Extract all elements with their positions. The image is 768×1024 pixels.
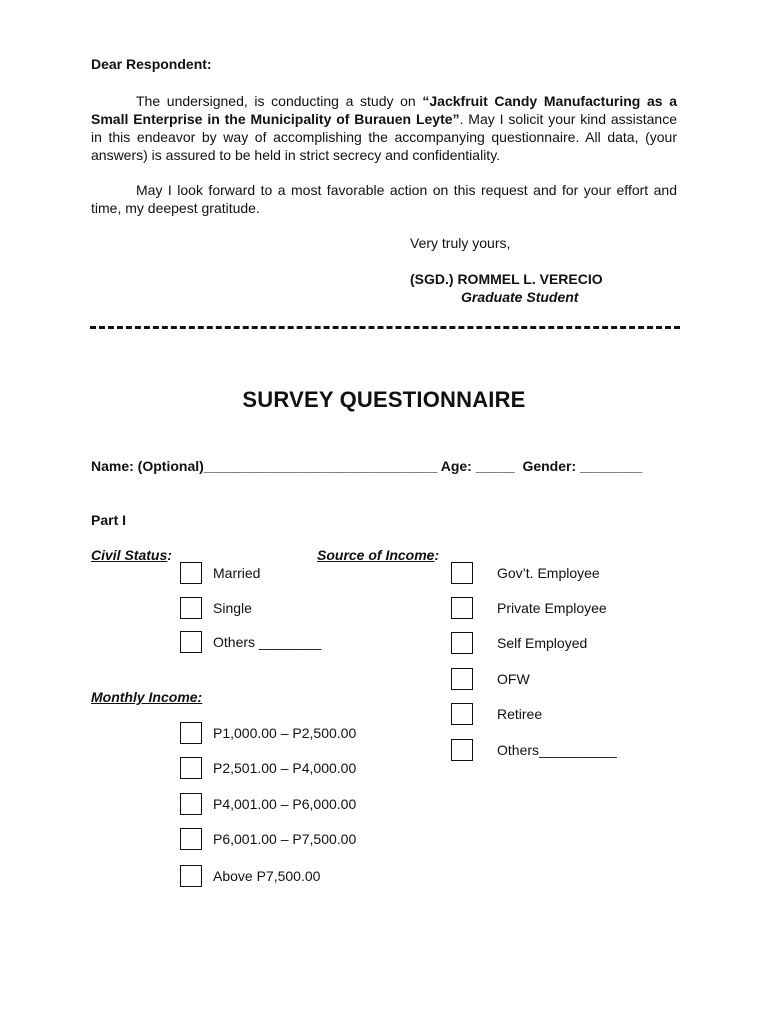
option-label: Private Employee — [497, 600, 607, 616]
checkbox[interactable] — [451, 739, 473, 761]
source-of-income-colon: : — [434, 547, 440, 563]
salutation: Dear Respondent: — [91, 56, 212, 72]
signer-title: Graduate Student — [461, 289, 579, 305]
checkbox[interactable] — [180, 597, 202, 619]
paragraph-1-intro: The undersigned, is conducting a study on — [136, 93, 423, 109]
paragraph-1-body: . May I solicit your kind assistance in this endeavor by way of accomplishing the accompanying questionnaire. All data, (your answers) is assured to be held in strict secrecy and confidentiality. — [91, 111, 677, 163]
checkbox[interactable] — [180, 865, 202, 887]
study-title: “Jackfruit Candy Manufacturing as a Small Enterprise in the Municipality of Burauen Leyte” — [91, 93, 677, 127]
checkbox[interactable] — [180, 793, 202, 815]
option-label: Above P7,500.00 — [213, 868, 321, 884]
respondent-info-line: Name: (Optional)______________________________ Age: _____ Gender: ________ — [91, 458, 643, 474]
checkbox[interactable] — [180, 631, 202, 653]
checkbox[interactable] — [451, 562, 473, 584]
dashed-divider — [90, 326, 680, 329]
signer-name: (SGD.) ROMMEL L. VERECIO — [410, 271, 603, 287]
checkbox[interactable] — [180, 828, 202, 850]
checkbox[interactable] — [180, 722, 202, 744]
letter-paragraph-2: May I look forward to a most favorable action on this request and for your effort and time, my deepest gratitude. — [91, 182, 677, 216]
option-label: OFW — [497, 671, 530, 687]
letter-closing: Very truly yours, — [410, 235, 511, 251]
option-label: Others__________ — [497, 742, 617, 758]
checkbox[interactable] — [451, 597, 473, 619]
source-of-income-heading — [317, 547, 439, 563]
civil-status-colon: : — [167, 547, 172, 563]
checkbox[interactable] — [451, 703, 473, 725]
option-label: P1,000.00 – P2,500.00 — [213, 725, 357, 741]
civil-status-heading-text: Civil Status — [91, 547, 168, 563]
checkbox[interactable] — [180, 757, 202, 779]
option-label: P6,001.00 – P7,500.00 — [213, 831, 357, 847]
option-label: P2,501.00 – P4,000.00 — [213, 760, 357, 776]
checkbox[interactable] — [180, 562, 202, 584]
monthly-income-heading — [91, 689, 202, 705]
option-label: P4,001.00 – P6,000.00 — [213, 796, 357, 812]
checkbox[interactable] — [451, 668, 473, 690]
civil-status-heading — [91, 547, 172, 563]
checkbox[interactable] — [451, 632, 473, 654]
option-label: Gov’t. Employee — [497, 565, 600, 581]
monthly-income-heading-text: Monthly Income: — [91, 689, 203, 705]
option-label: Self Employed — [497, 635, 588, 651]
option-label: Retiree — [497, 706, 543, 722]
source-of-income-heading-text: Source of Income — [317, 547, 435, 563]
part-label: Part I — [91, 512, 127, 528]
option-label: Married — [213, 565, 261, 581]
page-title: SURVEY QUESTIONNAIRE — [242, 387, 526, 412]
option-label: Single — [213, 600, 252, 616]
option-label: Others ________ — [213, 634, 322, 650]
letter-paragraph-1 — [91, 92, 677, 164]
